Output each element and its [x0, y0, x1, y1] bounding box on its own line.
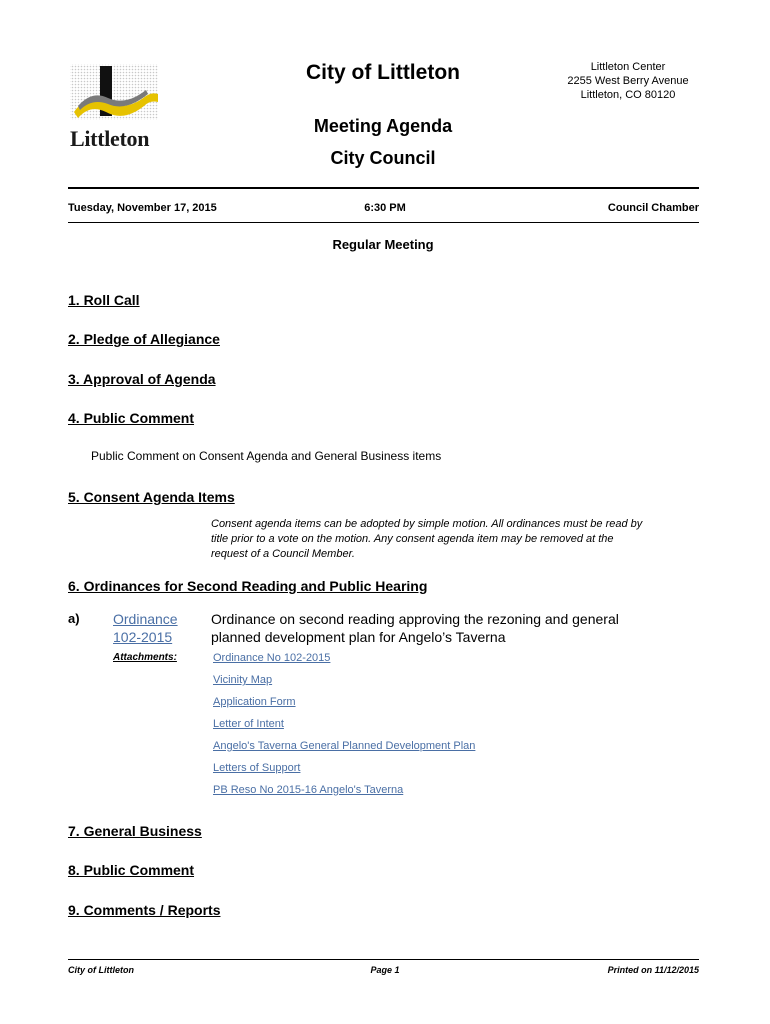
- meeting-type: Regular Meeting: [332, 237, 434, 252]
- city-title: City of Littleton: [306, 61, 460, 84]
- section-consent-agenda: 5. Consent Agenda Items: [68, 489, 235, 505]
- footer-page: Page 1: [370, 965, 400, 975]
- section-roll-call: 1. Roll Call: [68, 292, 140, 308]
- footer-divider: [68, 959, 699, 960]
- address-line: Littleton Center: [590, 61, 666, 73]
- section-ordinances: 6. Ordinances for Second Reading and Public Hearing: [68, 578, 428, 594]
- attachment-link[interactable]: Application Form: [213, 696, 296, 708]
- attachment-link[interactable]: Vicinity Map: [213, 674, 273, 686]
- footer-org: City of Littleton: [68, 965, 134, 975]
- item-letter: a): [68, 611, 80, 626]
- item-description: Ordinance on second reading approving the rezoning and general planned development plan for Angelo’s Taverna: [211, 611, 619, 645]
- meeting-place: Council Chamber: [607, 202, 699, 214]
- address-line: Littleton, CO 80120: [580, 89, 676, 101]
- divider: [68, 187, 699, 189]
- logo-wordmark: Littleton: [70, 126, 150, 151]
- meeting-time: 6:30 PM: [364, 202, 406, 214]
- address-block: [540, 60, 716, 102]
- section-approval-agenda: 3. Approval of Agenda: [68, 371, 216, 387]
- attachment-link[interactable]: Angelo's Taverna General Planned Development Plan: [213, 740, 476, 752]
- public-comment-text: Public Comment on Consent Agenda and General Business items: [91, 449, 442, 463]
- attachment-link[interactable]: PB Reso No 2015-16 Angelo's Taverna: [213, 784, 404, 796]
- ordinance-file-link[interactable]: [113, 610, 185, 646]
- section-public-comment: 4. Public Comment: [68, 410, 195, 426]
- divider: [68, 222, 699, 223]
- footer-printed: Printed on 11/12/2015: [607, 965, 699, 975]
- attachment-link[interactable]: Letters of Support: [213, 762, 301, 774]
- consent-agenda-note: Consent agenda items can be adopted by simple motion. All ordinances must be read by title prior to a vote on the motion. Any consent agenda item may be removed at the request of a Council Member.: [211, 518, 643, 560]
- body-title: City Council: [330, 148, 436, 168]
- attachment-link[interactable]: Ordinance No 102-2015: [213, 652, 331, 664]
- section-pledge: 2. Pledge of Allegiance: [68, 331, 220, 347]
- section-public-comment-2: 8. Public Comment: [68, 862, 195, 878]
- address-line: 2255 West Berry Avenue: [567, 75, 689, 87]
- file-link-line[interactable]: Ordinance: [113, 611, 178, 627]
- attachments-label: Attachments:: [113, 652, 177, 663]
- meeting-date: Tuesday, November 17, 2015: [68, 202, 217, 214]
- section-general-business: 7. General Business: [68, 823, 202, 839]
- file-link-line[interactable]: 102-2015: [113, 629, 173, 645]
- attachment-link[interactable]: Letter of Intent: [213, 718, 284, 730]
- agenda-title: Meeting Agenda: [313, 116, 453, 136]
- section-comments-reports: 9. Comments / Reports: [68, 902, 221, 918]
